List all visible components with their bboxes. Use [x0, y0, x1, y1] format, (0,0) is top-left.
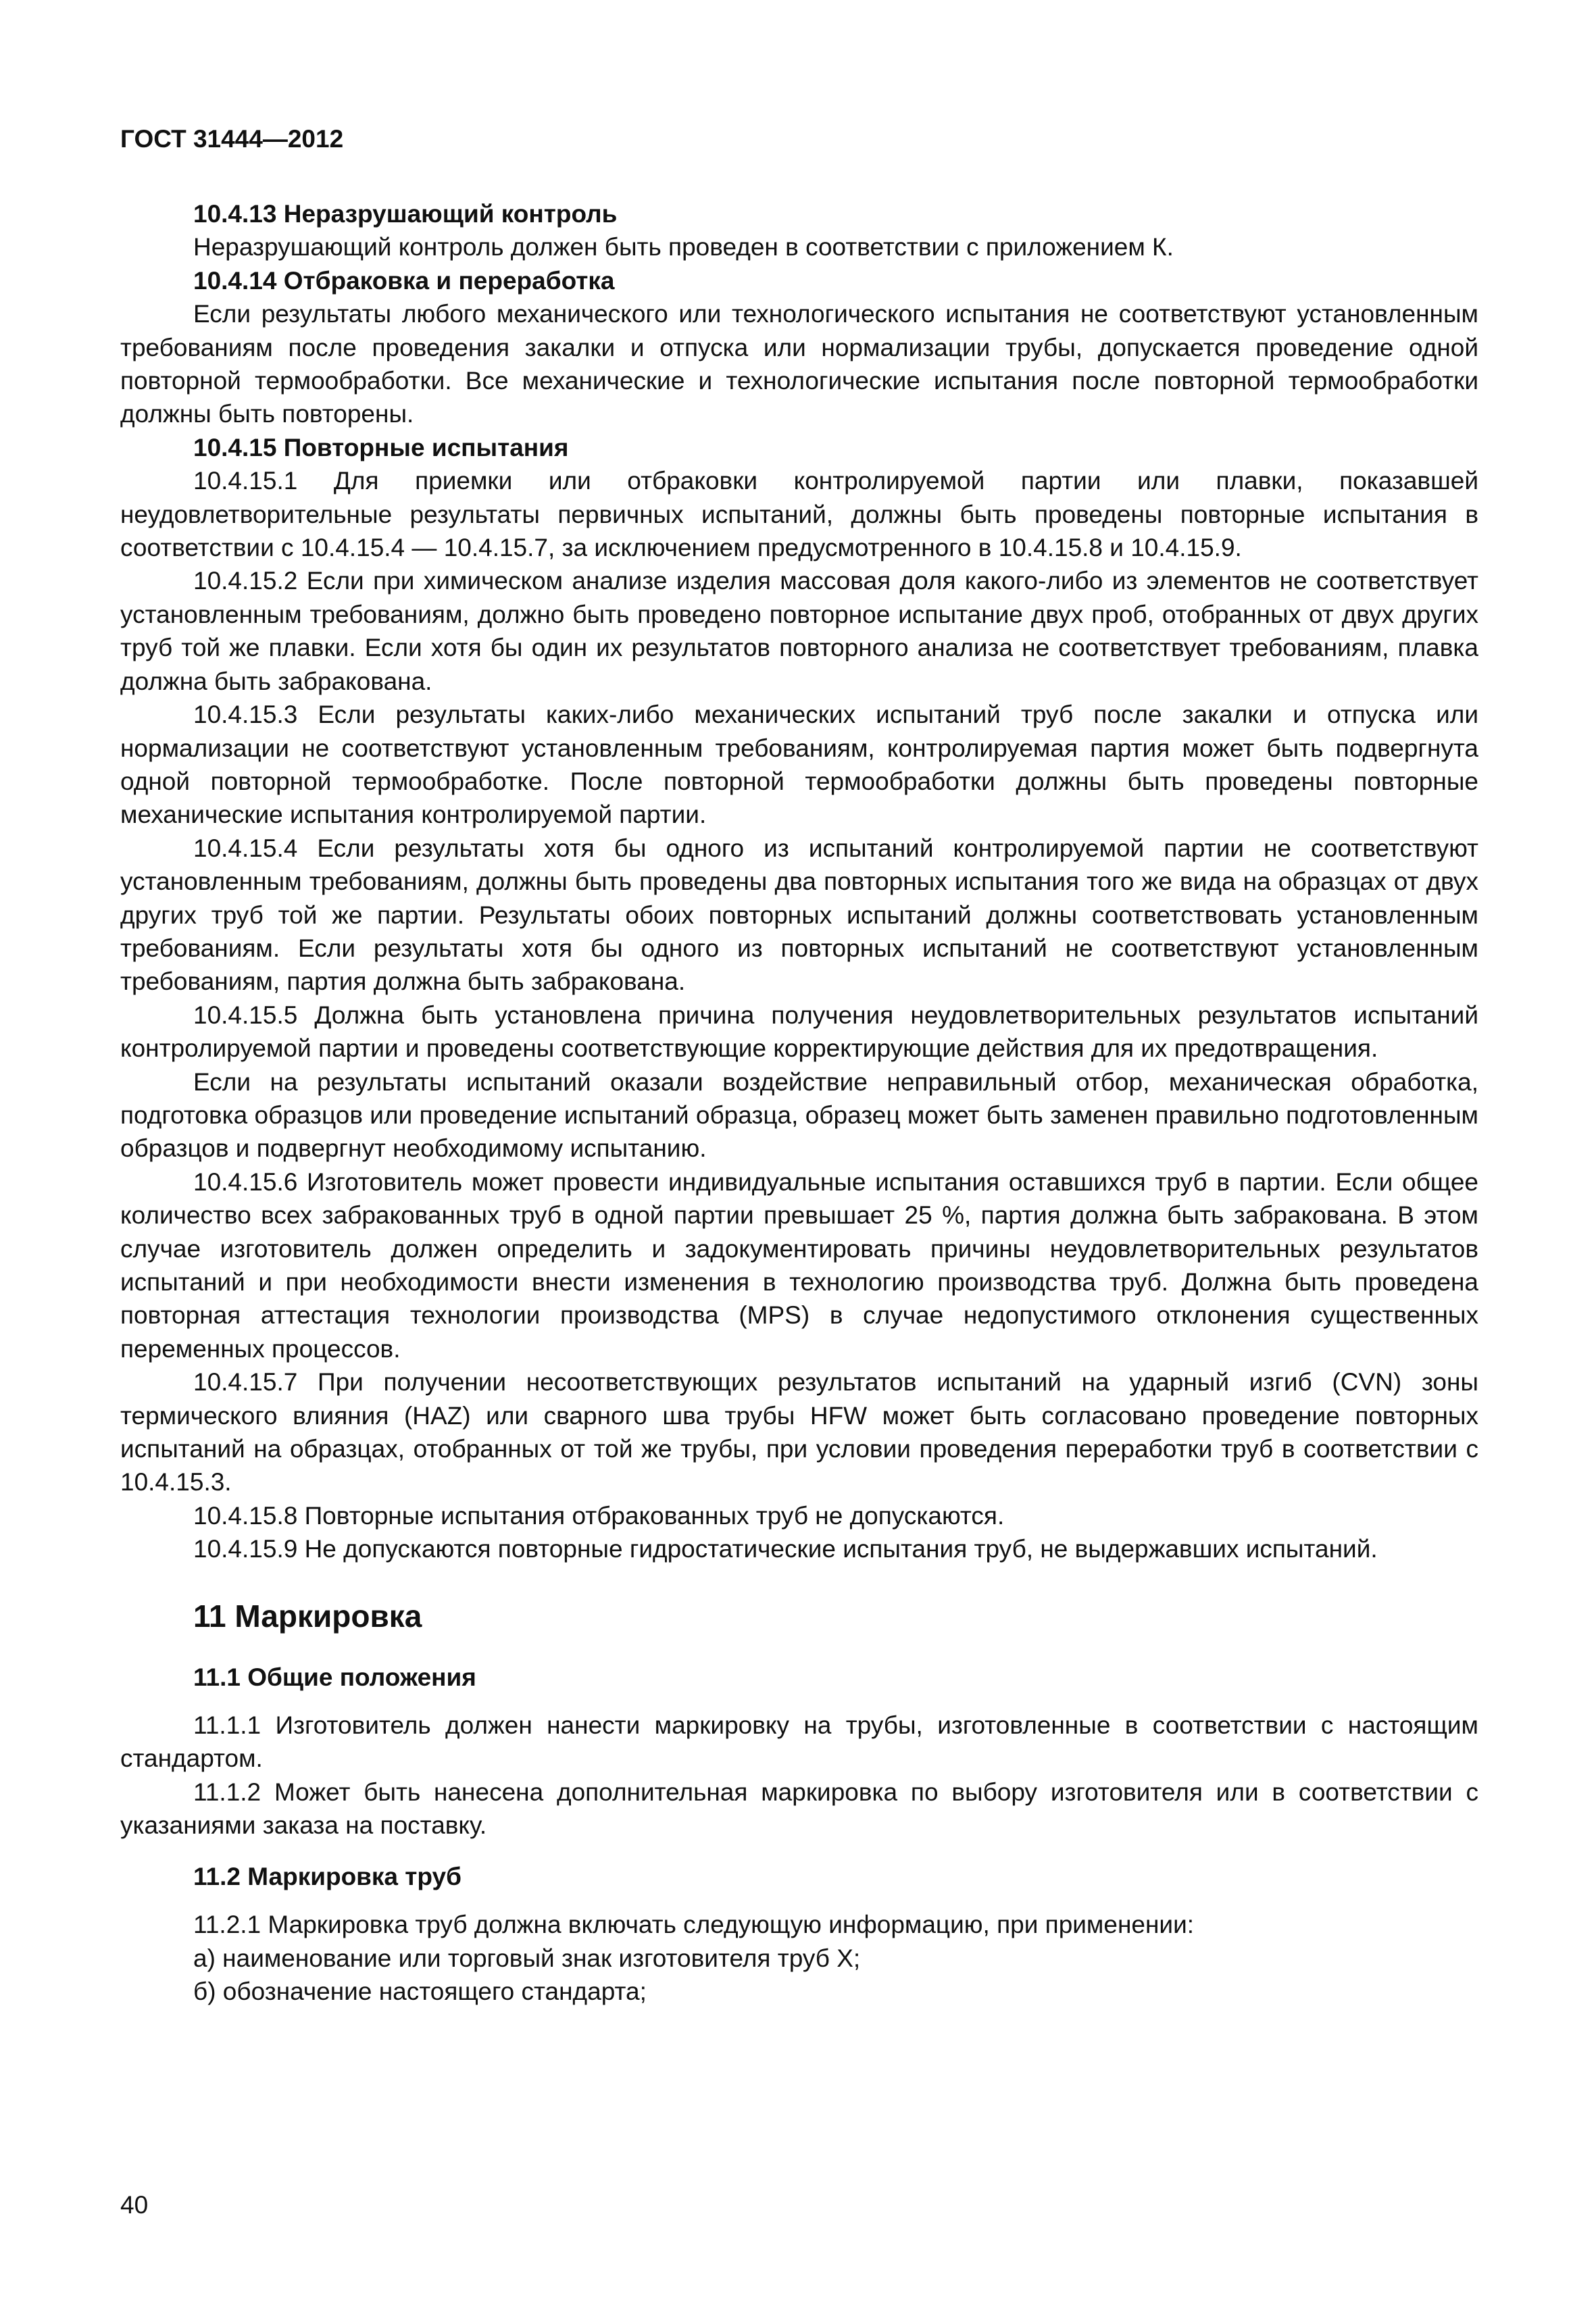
paragraph-10-4-15-6: 10.4.15.6 Изготовитель может провести индивидуальные испытания оставшихся труб в партии. Если общее количество всех забракованных труб в одной партии превышает 25 %, партия должна быть забракована. В этом случае изготовитель должен определить и задокументировать причины неудовлетворительных результатов испытаний и при необходимости внести изменения в технологию производства труб. Должна быть проведена повторная аттестация технологии производства (MPS) в случае недопустимого отклонения существенных переменных процессов. — [120, 1167, 1478, 1363]
paragraph-10-4-15-9: 10.4.15.9 Не допускаются повторные гидростатические испытания труб, не выдержавших испытаний. — [193, 1535, 1378, 1563]
document-code-header: ГОСТ 31444—2012 — [120, 125, 344, 153]
heading-10-4-15: 10.4.15 Повторные испытания — [193, 433, 569, 461]
paragraph-10-4-15-8: 10.4.15.8 Повторные испытания отбракованных труб не допускаются. — [193, 1501, 1005, 1530]
heading-10-4-13: 10.4.13 Неразрушающий контроль — [193, 200, 618, 228]
paragraph-10-4-15-1: 10.4.15.1 Для приемки или отбраковки контролируемой партии или плавки, показавшей неудовлетворительные результаты первичных испытаний, должны быть проведены повторные испытания в соответствии с 10.4.15.4 — 10.4.15.7, за исключением предусмотренного в 10.4.15.8 и 10.4.15.9. — [120, 467, 1478, 562]
page-number: 40 — [120, 2191, 149, 2219]
paragraph-11-2-1: 11.2.1 Маркировка труб должна включать следующую информацию, при применении: — [193, 1911, 1195, 1939]
heading-10-4-14: 10.4.14 Отбраковка и переработка — [193, 266, 615, 295]
paragraph-10-4-15-3: 10.4.15.3 Если результаты каких-либо механических испытаний труб после закалки и отпуска или нормализации не соответствуют установленным требованиям, контролируемая партия может быть подвергнута одной повторной термообработке. После повторной термообработки должны быть проведены повторные механические испытания контролируемой партии. — [120, 701, 1478, 829]
subsection-heading-11-1: 11.1 Общие положения — [193, 1663, 476, 1691]
paragraph: Если на результаты испытаний оказали воздействие неправильный отбор, механическая обработка, подготовка образцов или проведение испытаний образца, образец может быть заменен правильно подготовленным образцов и подвергнут необходимому испытанию. — [120, 1067, 1478, 1163]
paragraph: Если результаты любого механического или технологического испытания не соответствуют установленным требованиям после проведения закалки и отпуска или нормализации трубы, допускается проведение одной повторной термообработки. Все механические и технологические испытания после повторной термообработки должны быть повторены. — [120, 300, 1478, 428]
paragraph-10-4-15-4: 10.4.15.4 Если результаты хотя бы одного из испытаний контролируемой партии не соответствуют установленным требованиям, должны быть проведены два повторных испытания того же вида на образцах от двух других труб той же партии. Результаты обоих повторных испытаний должны соответствовать установленным требованиям. Если результаты хотя бы одного из повторных испытаний не соответствуют установленным требованиям, партия должна быть забракована. — [120, 834, 1478, 996]
paragraph-11-1-2: 11.1.2 Может быть нанесена дополнительная маркировка по выбору изготовителя или в соответствии с указаниями заказа на поставку. — [120, 1778, 1478, 1840]
section-heading-11: 11 Маркировка — [193, 1598, 422, 1634]
document-body — [120, 197, 1478, 2008]
subsection-heading-11-2: 11.2 Маркировка труб — [193, 1862, 462, 1890]
paragraph-11-1-1: 11.1.1 Изготовитель должен нанести маркировку на трубы, изготовленные в соответствии с настоящим стандартом. — [120, 1711, 1478, 1773]
paragraph: Неразрушающий контроль должен быть проведен в соответствии с приложением К. — [193, 233, 1174, 261]
list-item-b: б) обозначение настоящего стандарта; — [193, 1977, 647, 2005]
list-item-a: а) наименование или торговый знак изготовителя труб X; — [193, 1944, 861, 1972]
paragraph-10-4-15-2: 10.4.15.2 Если при химическом анализе изделия массовая доля какого-либо из элементов не соответствует установленным требованиям, должно быть проведено повторное испытание двух проб, отобранных от двух других труб той же плавки. Если хотя бы один их результатов повторного анализа не соответствует требованиям, плавка должна быть забракована. — [120, 567, 1478, 695]
paragraph-10-4-15-7: 10.4.15.7 При получении несоответствующих результатов испытаний на ударный изгиб (CVN) зоны термического влияния (HAZ) или сварного шва трубы HFW может быть согласовано проведение повторных испытаний на образцах, отобранных от той же трубы, при условии проведения переработки труб в соответствии с 10.4.15.3. — [120, 1368, 1478, 1496]
paragraph-10-4-15-5: 10.4.15.5 Должна быть установлена причина получения неудовлетворительных результатов испытаний контролируемой партии и проведены соответствующие корректирующие действия для их предотвращения. — [120, 1001, 1478, 1063]
